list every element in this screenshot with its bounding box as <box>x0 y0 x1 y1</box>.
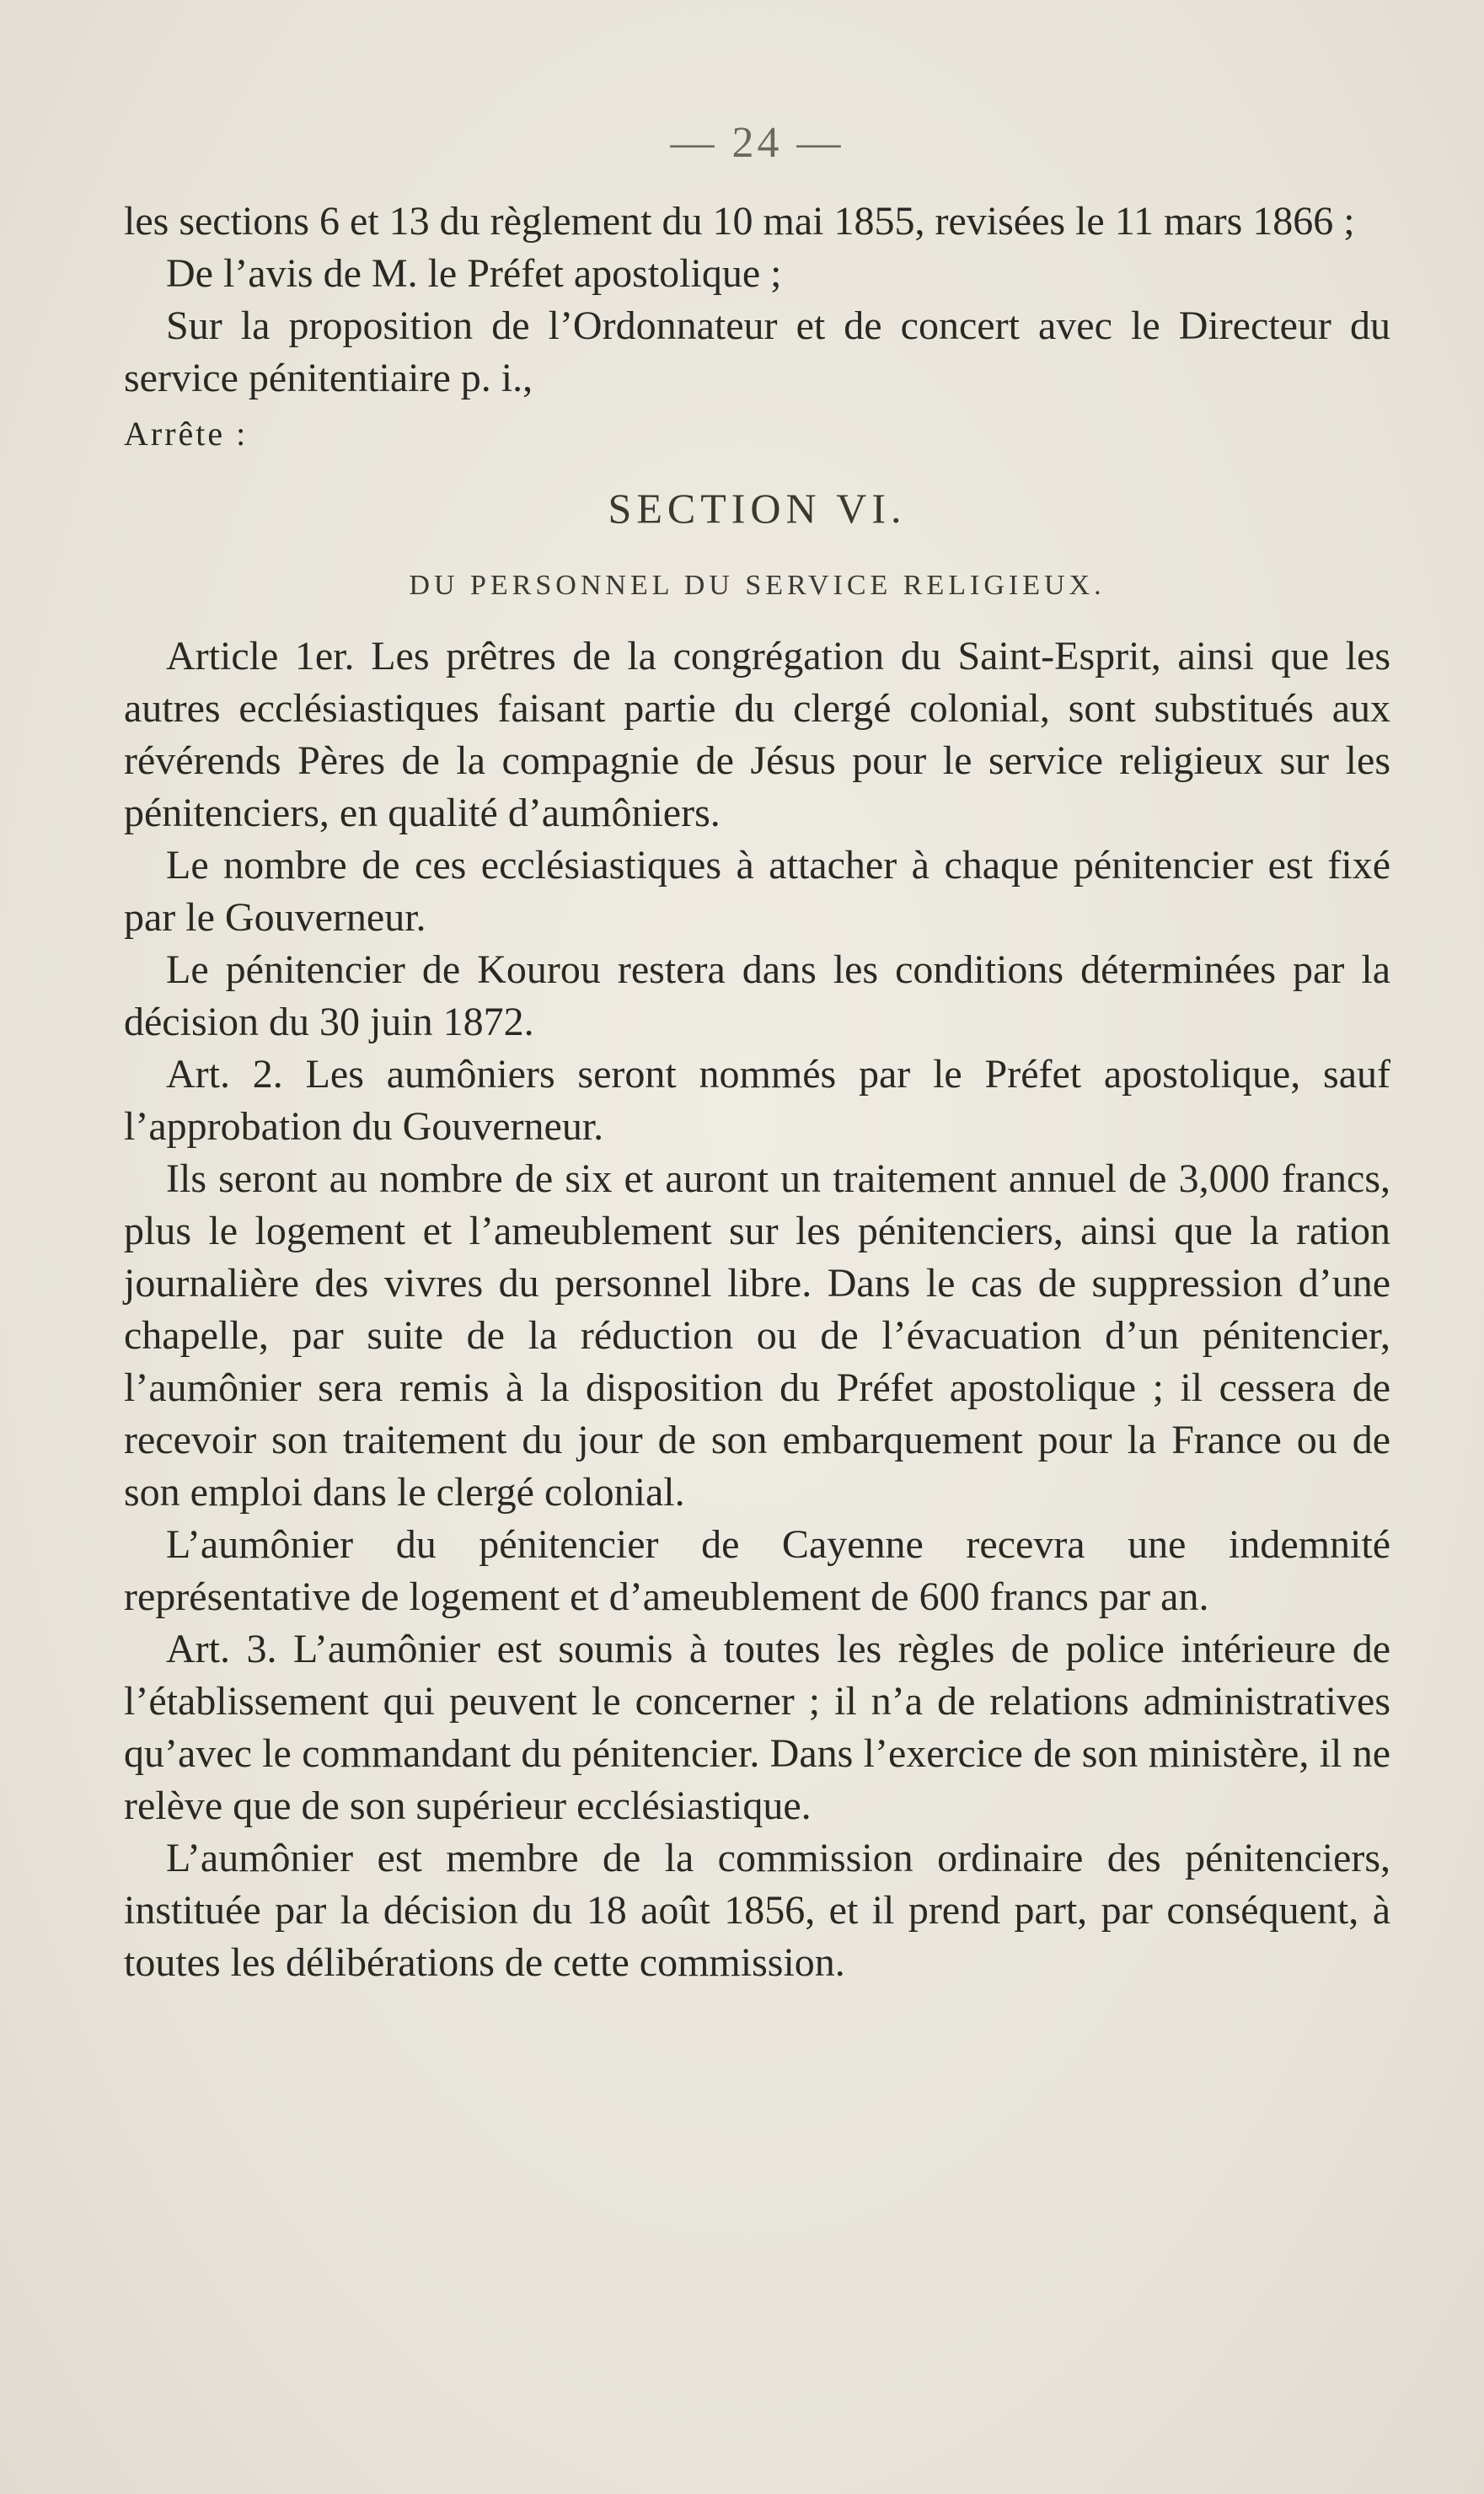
preamble-line-3: Sur la proposition de l’Ordonnateur et de concert avec le Directeur du service pénitentiaire p. i., <box>124 303 1390 400</box>
article-3: Art. 3. L’aumônier est soumis à toutes les règles de police intérieure de l’établissement qui peuvent le concerner ; il n’a de relations administratives qu’avec le commandant du pénitencier. Dans l’exercice de son ministère, il ne relève que de son supérieur ecclésiastique. <box>124 1627 1390 1828</box>
article-1: Article 1er. Les prêtres de la congrégation du Saint-Esprit, ainsi que les autres ecclésiastiques faisant partie du clergé colonial, sont substitués aux révérends Pères de la compagnie de Jésus pour le service religieux sur les pénitenciers, en qualité d’aumôniers. <box>124 634 1390 835</box>
paragraph-commission: L’aumônier est membre de la commission ordinaire des pénitenciers, instituée par la décision du 18 août 1856, et il prend part, par conséquent, à toutes les délibérations de cette commission. <box>124 1836 1390 1985</box>
paragraph-kourou: Le pénitencier de Kourou restera dans les conditions déterminées par la décision du 30 juin 1872. <box>124 947 1390 1044</box>
paragraph-traitement: Ils seront au nombre de six et auront un traitement annuel de 3,000 francs, plus le logement et l’ameublement sur les pénitenciers, ainsi que la ration journalière des vivres du personnel libre. Dans le cas de suppression d’une chapelle, par suite de la réduction ou de l’évacuation d’un pénitencier, l’aumônier sera remis à la disposition du Préfet apostolique ; il cessera de recevoir son traitement du jour de son embarquement pour la France ou de son emploi dans le clergé colonial. <box>124 1156 1390 1515</box>
page-number: — 24 — <box>670 119 844 167</box>
article-2: Art. 2. Les aumôniers seront nommés par le Préfet apostolique, sauf l’approbation du Gouverneur. <box>124 1052 1390 1149</box>
paragraph-nombre: Le nombre de ces ecclésiastiques à attacher à chaque pénitencier est fixé par le Gouverneur. <box>124 843 1390 940</box>
section-title: SECTION VI. <box>608 485 907 532</box>
preamble-line-1: les sections 6 et 13 du règlement du 10 mai 1855, revisées le 11 mars 1866 ; <box>124 199 1355 244</box>
section-subtitle: DU PERSONNEL DU SERVICE RELIGIEUX. <box>409 570 1106 601</box>
arrete-heading: Arrête : <box>124 415 249 453</box>
paragraph-cayenne: L’aumônier du pénitencier de Cayenne recevra une indemnité représentative de logement et d’ameublement de 600 francs par an. <box>124 1522 1390 1619</box>
body-text <box>124 196 1390 1989</box>
preamble-line-2: De l’avis de M. le Préfet apostolique ; <box>166 251 782 296</box>
